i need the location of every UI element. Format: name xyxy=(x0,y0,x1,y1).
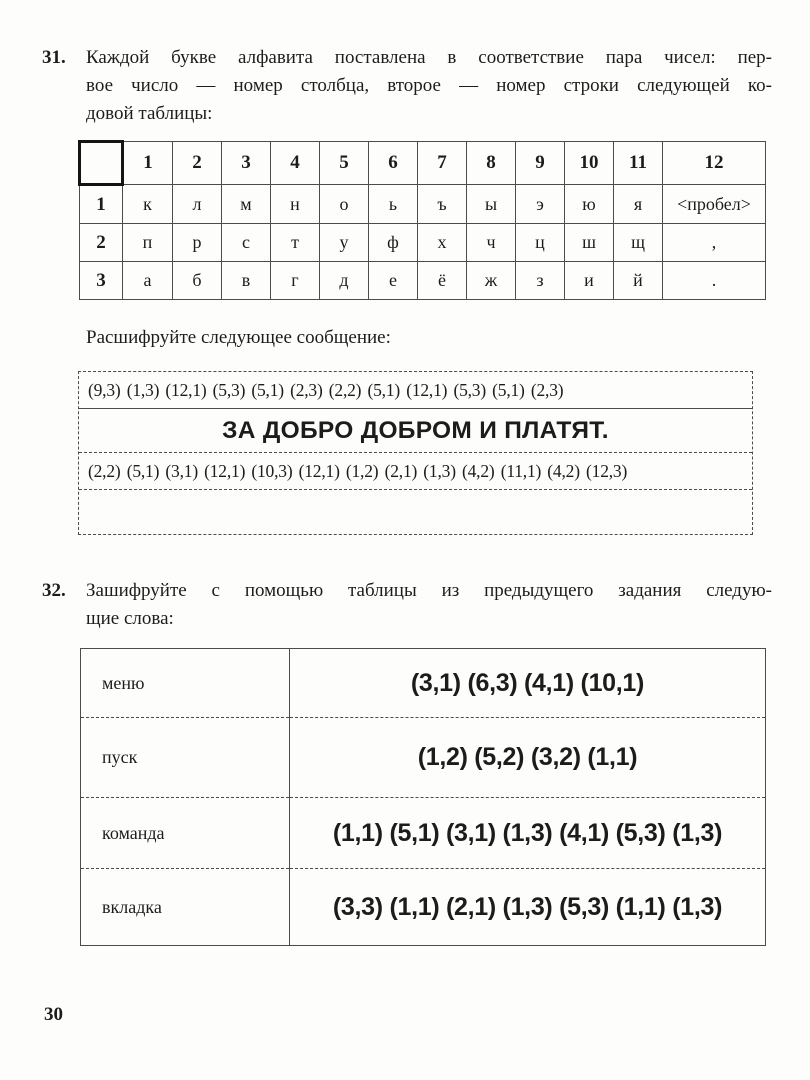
col-header: 3 xyxy=(222,142,271,185)
decoded-answer: ЗА ДОБРО ДОБРОМ И ПЛАТЯТ. xyxy=(79,409,752,453)
letter-cell: д xyxy=(320,262,369,300)
code-cell: (1,1) (5,1) (3,1) (1,3) (4,1) (5,3) (1,3) xyxy=(290,798,766,869)
task31-text-line: довой таблицы: xyxy=(86,103,213,124)
letter-cell: о xyxy=(320,185,369,224)
task-32 xyxy=(42,577,772,633)
letter-cell: а xyxy=(123,262,173,300)
letter-cell: я xyxy=(614,185,663,224)
col-header: 5 xyxy=(320,142,369,185)
code-table-row-1 xyxy=(80,185,766,224)
letter-cell: р xyxy=(173,224,222,262)
coded-line-2: (2,2) (5,1) (3,1) (12,1) (10,3) (12,1) (1,2) (2,1) (1,3) (4,2) (11,1) (4,2) (12,3) xyxy=(79,453,752,490)
coded-line-1: (9,3) (1,3) (12,1) (5,3) (5,1) (2,3) (2,2) (5,1) (12,1) (5,3) (5,1) (2,3) xyxy=(79,372,752,409)
task31-text xyxy=(86,44,772,128)
code-cell: (3,1) (6,3) (4,1) (10,1) xyxy=(290,649,766,718)
col-header: 6 xyxy=(369,142,418,185)
letter-cell: ь xyxy=(369,185,418,224)
table-row xyxy=(81,869,766,946)
corner-cell xyxy=(80,142,123,185)
letter-cell: ъ xyxy=(418,185,467,224)
letter-cell: з xyxy=(516,262,565,300)
col-header: 4 xyxy=(271,142,320,185)
letter-cell: ш xyxy=(565,224,614,262)
letter-cell: х xyxy=(418,224,467,262)
col-header: 7 xyxy=(418,142,467,185)
letter-cell: л xyxy=(173,185,222,224)
word-cell: вкладка xyxy=(81,869,290,946)
letter-cell: . xyxy=(663,262,766,300)
code-table-header-row xyxy=(80,142,766,185)
code-cell: (1,2) (5,2) (3,2) (1,1) xyxy=(290,718,766,798)
letter-cell: ч xyxy=(467,224,516,262)
row-header: 2 xyxy=(80,224,123,262)
letter-cell: п xyxy=(123,224,173,262)
task31-text-line: Каждой букве алфавита поставлена в соответствие пара чисел: пер- xyxy=(86,47,772,68)
col-header: 1 xyxy=(123,142,173,185)
task31-number: 31. xyxy=(42,47,66,68)
letter-cell: ж xyxy=(467,262,516,300)
row-header: 1 xyxy=(80,185,123,224)
code-table xyxy=(78,140,766,300)
letter-cell: ю xyxy=(565,185,614,224)
task32-text-line: щие слова: xyxy=(86,608,174,629)
col-header: 11 xyxy=(614,142,663,185)
col-header: 10 xyxy=(565,142,614,185)
table-row xyxy=(81,718,766,798)
col-header: 12 xyxy=(663,142,766,185)
code-cell: (3,3) (1,1) (2,1) (1,3) (5,3) (1,1) (1,3) xyxy=(290,869,766,946)
empty-answer-row xyxy=(79,490,752,534)
col-header: 2 xyxy=(173,142,222,185)
letter-cell: к xyxy=(123,185,173,224)
words-table xyxy=(80,648,766,946)
letter-cell: и xyxy=(565,262,614,300)
row-header: 3 xyxy=(80,262,123,300)
page-number: 30 xyxy=(44,1004,63,1025)
letter-cell: б xyxy=(173,262,222,300)
task31-text-line: вое число — номер столбца, второе — номер строки следующей ко- xyxy=(86,75,772,96)
letter-cell: т xyxy=(271,224,320,262)
code-table-row-3 xyxy=(80,262,766,300)
decode-prompt: Расшифруйте следующее сообщение: xyxy=(86,327,391,348)
col-header: 9 xyxy=(516,142,565,185)
task32-number: 32. xyxy=(42,580,66,601)
letter-cell: у xyxy=(320,224,369,262)
letter-cell: , xyxy=(663,224,766,262)
letter-cell: м xyxy=(222,185,271,224)
letter-cell: ц xyxy=(516,224,565,262)
letter-cell: с xyxy=(222,224,271,262)
letter-cell: <пробел> xyxy=(663,185,766,224)
letter-cell: щ xyxy=(614,224,663,262)
task-31 xyxy=(42,44,772,128)
letter-cell: э xyxy=(516,185,565,224)
col-header: 8 xyxy=(467,142,516,185)
task32-text xyxy=(86,577,772,633)
letter-cell: н xyxy=(271,185,320,224)
letter-cell: й xyxy=(614,262,663,300)
table-row xyxy=(81,649,766,718)
letter-cell: г xyxy=(271,262,320,300)
table-row xyxy=(81,798,766,869)
letter-cell: е xyxy=(369,262,418,300)
code-table-row-2 xyxy=(80,224,766,262)
message-box xyxy=(78,371,753,535)
word-cell: команда xyxy=(81,798,290,869)
letter-cell: ф xyxy=(369,224,418,262)
letter-cell: ё xyxy=(418,262,467,300)
task32-text-line: Зашифруйте с помощью таблицы из предыдущего задания следую- xyxy=(86,580,772,601)
word-cell: пуск xyxy=(81,718,290,798)
letter-cell: ы xyxy=(467,185,516,224)
letter-cell: в xyxy=(222,262,271,300)
word-cell: меню xyxy=(81,649,290,718)
